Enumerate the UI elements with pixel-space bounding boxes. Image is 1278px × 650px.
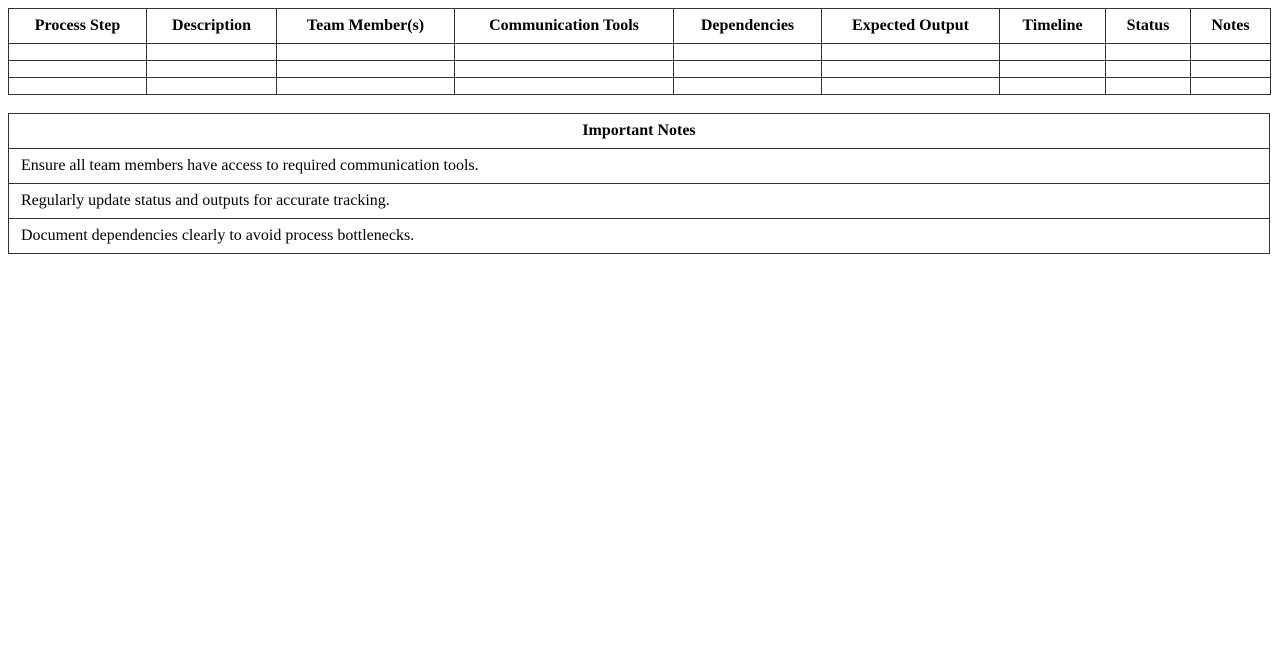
table-cell <box>277 78 455 95</box>
table-cell <box>1191 78 1271 95</box>
table-cell <box>822 78 1000 95</box>
table-cell <box>455 78 674 95</box>
table-cell <box>674 44 822 61</box>
table-cell <box>1000 61 1106 78</box>
process-table <box>8 8 1271 95</box>
table-cell <box>1106 61 1191 78</box>
table-cell <box>674 61 822 78</box>
column-header-timeline: Timeline <box>1000 9 1106 44</box>
notes-header-row <box>9 114 1270 149</box>
table-cell <box>147 61 277 78</box>
notes-table <box>8 113 1270 254</box>
table-cell <box>9 78 147 95</box>
note-text: Ensure all team members have access to required communication tools. <box>9 149 1270 184</box>
column-header-process-step: Process Step <box>9 9 147 44</box>
table-cell <box>147 44 277 61</box>
table-cell <box>1106 78 1191 95</box>
column-header-team-members: Team Member(s) <box>277 9 455 44</box>
table-cell <box>1191 44 1271 61</box>
table-cell <box>1191 61 1271 78</box>
note-text: Regularly update status and outputs for accurate tracking. <box>9 184 1270 219</box>
table-cell <box>455 61 674 78</box>
table-cell <box>277 44 455 61</box>
column-header-notes: Notes <box>1191 9 1271 44</box>
table-cell <box>1000 78 1106 95</box>
column-header-description: Description <box>147 9 277 44</box>
column-header-dependencies: Dependencies <box>674 9 822 44</box>
table-cell <box>1106 44 1191 61</box>
table-cell <box>455 44 674 61</box>
table-cell <box>9 44 147 61</box>
note-text: Document dependencies clearly to avoid process bottlenecks. <box>9 219 1270 254</box>
column-header-status: Status <box>1106 9 1191 44</box>
table-cell <box>822 44 1000 61</box>
notes-title: Important Notes <box>9 114 1270 149</box>
list-item <box>9 219 1270 254</box>
table-cell <box>674 78 822 95</box>
list-item <box>9 149 1270 184</box>
table-cell <box>147 78 277 95</box>
table-cell <box>822 61 1000 78</box>
column-header-communication-tools: Communication Tools <box>455 9 674 44</box>
table-cell <box>277 61 455 78</box>
table-row <box>9 44 1271 61</box>
table-cell <box>9 61 147 78</box>
list-item <box>9 184 1270 219</box>
table-row <box>9 78 1271 95</box>
table-row <box>9 61 1271 78</box>
header-row <box>9 9 1271 44</box>
column-header-expected-output: Expected Output <box>822 9 1000 44</box>
table-cell <box>1000 44 1106 61</box>
